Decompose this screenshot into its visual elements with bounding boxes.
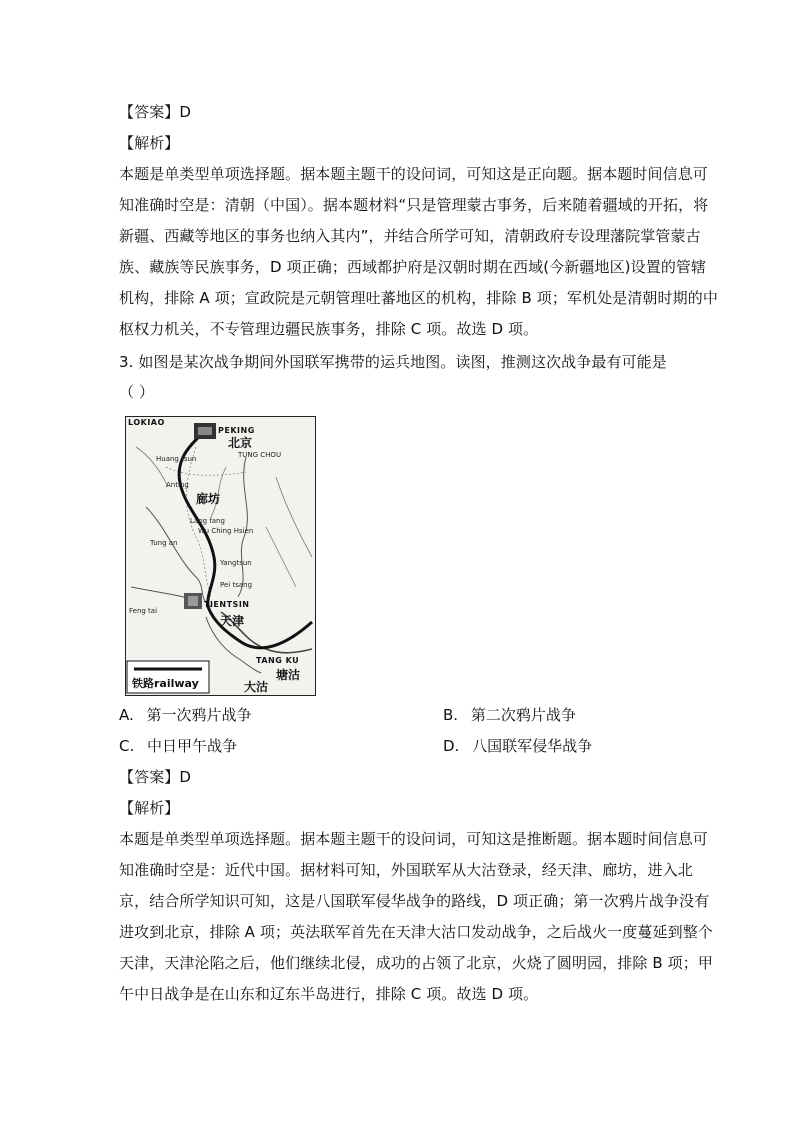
option-c-text: 中日甲午战争 [147, 737, 238, 755]
analysis-line: 进攻到北京，排除 A 项；英法联军首先在天津大沽口发动战争，之后战火一度蔓延到整个 [119, 923, 713, 941]
option-c[interactable] [119, 736, 237, 756]
option-b[interactable] [443, 705, 576, 725]
analysis-heading: 【解析】 [119, 799, 180, 817]
map-label-lokiao: LOKIAO [128, 418, 165, 427]
analysis-line: 知准确时空是：近代中国。据材料可知，外国联军从大沽登录，经天津、廊坊，进入北 [119, 861, 693, 879]
map-label-dagu: 大沽 [244, 680, 269, 694]
map-legend-label: 铁路railway [132, 677, 199, 690]
map-label-anting: Anting [166, 481, 189, 489]
option-d-letter: D. [443, 737, 460, 755]
map-label-beijing: 北京 [228, 436, 253, 450]
map-label-peking: PEKING [218, 426, 255, 435]
map-label-wuching: Wu Ching Hsien [198, 527, 254, 535]
prev-analysis-line: 族、藏族等民族事务，D 项正确；西域都护府是汉朝时期在西域(今新疆地区)设置的管辖 [119, 258, 707, 276]
map-label-fengtai: Feng tai [129, 607, 158, 615]
prev-analysis-line: 知准确时空是：清朝（中国）。据本题材料“只是管理蒙古事务，后来随着疆域的开拓，将 [119, 196, 709, 214]
map-svg [126, 417, 315, 695]
prev-answer-label: 【答案】D [119, 103, 192, 121]
analysis-line: 本题是单类型单项选择题。据本题主题干的设问词，可知这是推断题。据本题时间信息可 [119, 830, 708, 848]
option-a[interactable] [119, 705, 252, 725]
map-label-tangku: TANG KU [256, 656, 300, 665]
question-stem: 3. 如图是某次战争期间外国联军携带的运兵地图。读图，推测这次战争最有可能是 [119, 353, 667, 371]
prev-analysis-line: 本题是单类型单项选择题。据本题主题干的设问词，可知这是正向题。据本题时间信息可 [119, 165, 708, 183]
prev-analysis-line: 枢权力机关，不专管理边疆民族事务，排除 C 项。故选 D 项。 [119, 320, 539, 338]
prev-analysis-heading: 【解析】 [119, 134, 180, 152]
analysis-line: 天津，天津沦陷之后，他们继续北侵，成功的占领了北京，火烧了圆明园，排除 B 项；甲 [119, 954, 713, 972]
map-label-peitsang: Pei tsang [220, 581, 253, 589]
map-label-tianjin: 天津 [220, 614, 245, 628]
map-label-tientsin: TIENTSIN [204, 600, 250, 609]
option-b-letter: B. [443, 706, 459, 724]
map-label-langfang: 廊坊 [196, 492, 221, 506]
option-d-text: 八国联军侵华战争 [472, 737, 593, 755]
map-label-yangtsun: Yangtsun [220, 559, 252, 567]
option-d[interactable] [443, 736, 592, 756]
analysis-line: 京，结合所学知识可知，这是八国联军侵华战争的路线，D 项正确；第一次鸦片战争没有 [119, 892, 710, 910]
option-b-text: 第二次鸦片战争 [470, 706, 576, 724]
option-a-letter: A. [119, 706, 134, 724]
prev-analysis-line: 机构，排除 A 项；宣政院是元朝管理吐蕃地区的机构，排除 B 项；军机处是清朝时期的中 [119, 289, 718, 307]
map-label-tungan: Tung an [150, 539, 178, 547]
map-label-tungchou: TUNG CHOU [238, 451, 282, 459]
option-c-letter: C. [119, 737, 135, 755]
answer-bracket: （ ） [119, 383, 155, 401]
prev-analysis-line: 新疆、西藏等地区的事务也纳入其内”，并结合所学可知，清朝政府专设理藩院掌管蒙古 [119, 227, 701, 245]
troop-transport-map [125, 416, 316, 696]
map-label-langfang-en: Lang fang [190, 517, 225, 525]
analysis-line: 午中日战争是在山东和辽东半岛进行，排除 C 项。故选 D 项。 [119, 985, 539, 1003]
option-a-text: 第一次鸦片战争 [146, 706, 252, 724]
map-label-huangtsun: Huang tsun [156, 455, 197, 463]
map-label-tanggu: 塘沽 [276, 668, 301, 682]
answer-label: 【答案】D [119, 768, 192, 786]
